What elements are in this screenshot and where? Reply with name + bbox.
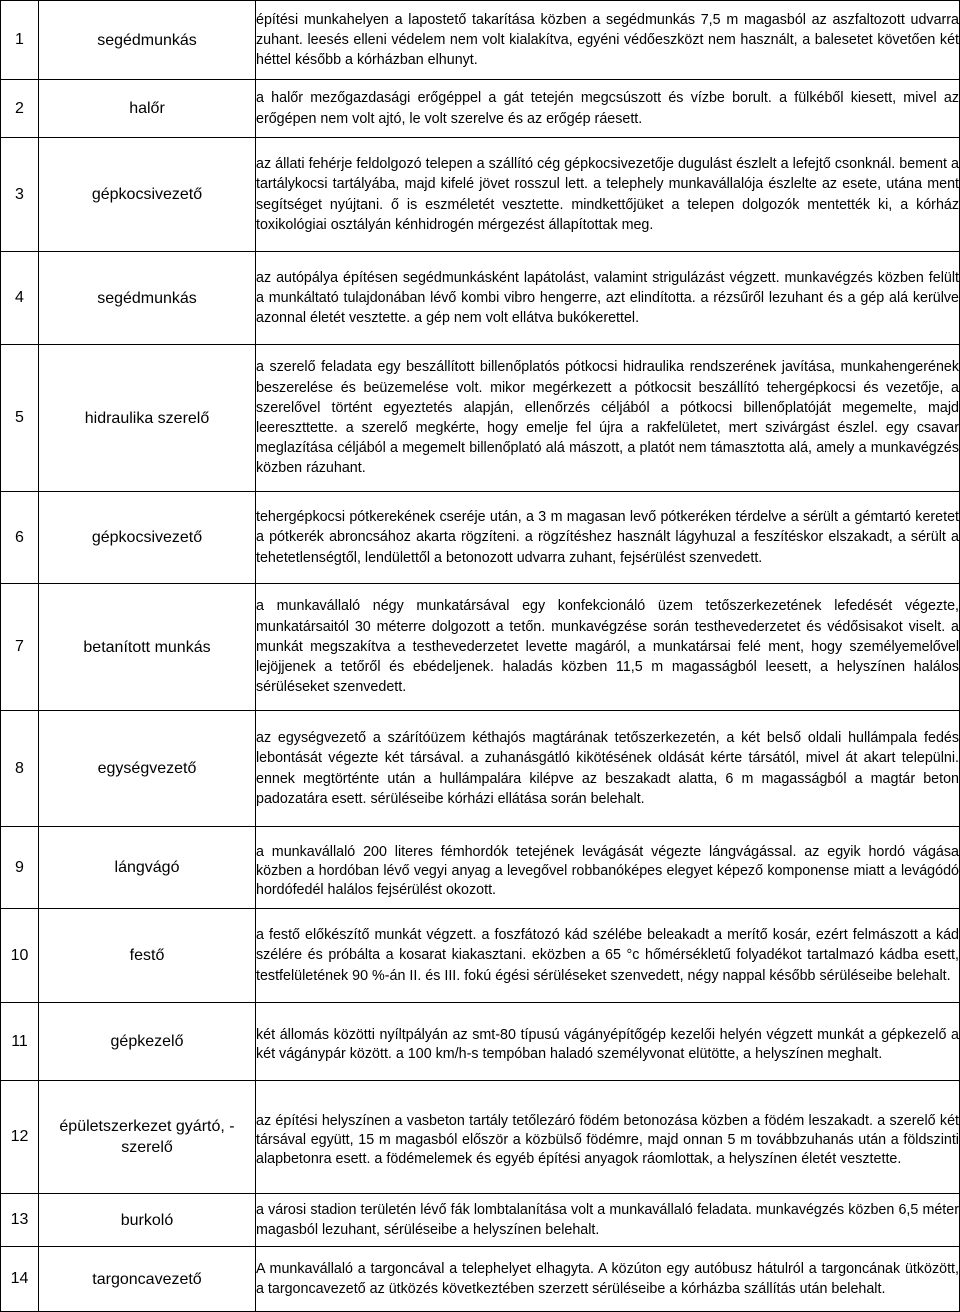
accident-description: a munkavállaló 200 literes fémhordók tetejének levágását végezte lángvágással. az egyik hordó vágása közben a hordóban lévő vegyi anyag a levegővel robbanóképes elegyet képező komponense miatt a levágódó hordófedél halálos fejsérülést okozott. bbox=[256, 827, 960, 909]
table-row bbox=[1, 711, 960, 827]
row-number: 10 bbox=[1, 909, 39, 1003]
accident-description: a halőr mezőgazdasági erőgéppel a gát tetején megcsúszott és vízbe borult. a fülkéből kiesett, mivel az erőgépen nem volt ajtó, le volt szerelve és az erőgép ráesett. bbox=[256, 80, 960, 138]
accident-description: a városi stadion területén lévő fák lombtalanítása volt a munkavállaló feladata. munkavégzés közben 6,5 méter magasból lezuhant, sérüléseibe a helyszínen belehalt. bbox=[256, 1194, 960, 1247]
table-row bbox=[1, 345, 960, 492]
accident-description: az építési helyszínen a vasbeton tartály tetőlezáró födém betonozása közben a födém leszakadt. a szerelő két társával együtt, 15 m magasból először a közbülső födémre, majd onnan 5 m továbbzuhanás után a földszinti alapbetonra esett. a födémelemek és egyéb építési anyagok ráomlottak, a helyszínen életét vesztette. bbox=[256, 1081, 960, 1194]
row-number: 5 bbox=[1, 345, 39, 492]
table-row bbox=[1, 1247, 960, 1312]
job-title: lángvágó bbox=[39, 827, 256, 909]
table-row bbox=[1, 909, 960, 1003]
job-title: halőr bbox=[39, 80, 256, 138]
row-number: 11 bbox=[1, 1003, 39, 1081]
row-number: 14 bbox=[1, 1247, 39, 1312]
job-title: gépkocsivezető bbox=[39, 138, 256, 252]
table-row bbox=[1, 492, 960, 584]
accident-description: építési munkahelyen a lapostető takarítása közben a segédmunkás 7,5 m magasból az aszfaltozott udvarra zuhant. leesés elleni védelem nem volt kialakítva, egyéni védőeszközt nem használt, a balesetet követően két héttel később a kórházban elhunyt. bbox=[256, 1, 960, 80]
job-title: betanított munkás bbox=[39, 584, 256, 711]
accident-description: A munkavállaló a targoncával a telephelyet elhagyta. A közúton egy autóbusz hátulról a targoncának ütközött, a targoncavezető az ütközés következtében szerzett sérüléseibe a kórházba szállítás után belehalt. bbox=[256, 1247, 960, 1312]
table-row bbox=[1, 252, 960, 345]
table-row bbox=[1, 1194, 960, 1247]
table-row bbox=[1, 80, 960, 138]
table-row bbox=[1, 1081, 960, 1194]
job-title: segédmunkás bbox=[39, 252, 256, 345]
job-title: segédmunkás bbox=[39, 1, 256, 80]
accident-description: két állomás közötti nyíltpályán az smt-80 típusú vágányépítőgép kezelői helyén végzett munkát a gépkezelő a két vágánypár között. a 100 km/h-s tempóban haladó személyvonat elütötte, a helyszínen meghalt. bbox=[256, 1003, 960, 1081]
accident-description: a szerelő feladata egy beszállított billenőplatós pótkocsi hidraulika rendszerének javítása, munkahengerének beszerelése és beüzemelése volt. mikor megérkezett a pótkocsit beszállító tehergépkocsi és vezetője, a szerelővel történt egyeztetés alapján, ellenőrzés céljából a pótkocsi billenőplatóját megemelte, majd leereszttette. a szerelő megkérte, hogy emelje fel újra a rakfelületet, mert szivárgást észlel. egy csavar meglazítása céljából a megemelt billenőplató alá mászott, a platót nem támasztotta alá, amely a munkavégzés közben rázuhant. bbox=[256, 345, 960, 492]
accident-description: az egységvezető a szárítóüzem kéthajós magtárának tetőszerkezetén, a két belső oldali hullámpala fedés lebontását végezte két társával. a zuhanásgátló kikötésének oldását kérte társától, mivel át akart települni. ennek megtörténte után a hullámpalára kilépve az beszakadt alatta, 6 m magasságból a magtár beton padozatára esett. sérüléseibe kórházi ellátása során belehalt. bbox=[256, 711, 960, 827]
accident-description: a festő előkészítő munkát végzett. a foszfátozó kád szélébe beleakadt a merítő kosár, ezért felmászott a kád szélére és próbálta a kosarat kiakasztani. eközben a 65 °c hőmérsékletű folyadékot tartalmazó kádba esett, testfelületének 90 %-án II. és III. fokú égési sérüléseket szenvedett, négy nappal később sérüléseibe belehalt. bbox=[256, 909, 960, 1003]
job-title: épületszerkezet gyártó, - szerelő bbox=[39, 1081, 256, 1194]
accident-description: a munkavállaló négy munkatársával egy konfekcionáló üzem tetőszerkezetének lefedését végezte, munkatársaitól 30 méterre dolgozott a tetőn. munkavégzése során testhevederzetet és védősisakot viselt. a munkát megszakítva a testhevederzetet levette magáról, a munkatársai felé ment, hogy személyemelővel lejöjjenek a tetőről és ebédeljenek. haladás közben 11,5 m magasságból leesett, a helyszínen halálos sérüléseket szenvedett. bbox=[256, 584, 960, 711]
table-row bbox=[1, 584, 960, 711]
job-title: gépkocsivezető bbox=[39, 492, 256, 584]
table-row bbox=[1, 138, 960, 252]
accident-description: az autópálya építésen segédmunkásként lapátolást, valamint strigulázást végzett. munkavégzés közben felült a munkáltató tulajdonában lévő kombi vibro hengerre, azt elindította. a rézsűről lezuhant és a gép alá kerülve azonnal életét vesztette. a gép nem volt ellátva bukókerettel. bbox=[256, 252, 960, 345]
job-title: gépkezelő bbox=[39, 1003, 256, 1081]
row-number: 4 bbox=[1, 252, 39, 345]
row-number: 9 bbox=[1, 827, 39, 909]
table-row bbox=[1, 1, 960, 80]
row-number: 2 bbox=[1, 80, 39, 138]
row-number: 1 bbox=[1, 1, 39, 80]
job-title: burkoló bbox=[39, 1194, 256, 1247]
job-title: egységvezető bbox=[39, 711, 256, 827]
row-number: 13 bbox=[1, 1194, 39, 1247]
row-number: 7 bbox=[1, 584, 39, 711]
table-row bbox=[1, 1003, 960, 1081]
accident-description: tehergépkocsi pótkerekének cseréje után, a 3 m magasan levő pótkeréken térdelve a sérült a gémtartó keretet a pótkerék abroncsához akarta rögzíteni. a rögzítéshez használt lágyhuzal a feszítéskor elszakadt, a sérült a tehetetlenségtől, lendülettől a betonozott udvarra zuhant, fejsérülést szenvedett. bbox=[256, 492, 960, 584]
row-number: 8 bbox=[1, 711, 39, 827]
row-number: 12 bbox=[1, 1081, 39, 1194]
accident-description: az állati fehérje feldolgozó telepen a szállító cég gépkocsivezetője dugulást észlelt a lefejtő csonknál. bement a tartálykocsi tartályába, majd kifelé jövet rosszul lett. a telephely munkavállalója észlelte az esete, utána ment segítséget nyújtani. ő is eszméletét vesztette. mindkettőjüket a telepen dolgozók mentették ki, a kórház toxikológiai osztályán kénhidrogén mérgezést állapítottak meg. bbox=[256, 138, 960, 252]
table-row bbox=[1, 827, 960, 909]
row-number: 3 bbox=[1, 138, 39, 252]
job-title: festő bbox=[39, 909, 256, 1003]
job-title: targoncavezető bbox=[39, 1247, 256, 1312]
row-number: 6 bbox=[1, 492, 39, 584]
job-title: hidraulika szerelő bbox=[39, 345, 256, 492]
